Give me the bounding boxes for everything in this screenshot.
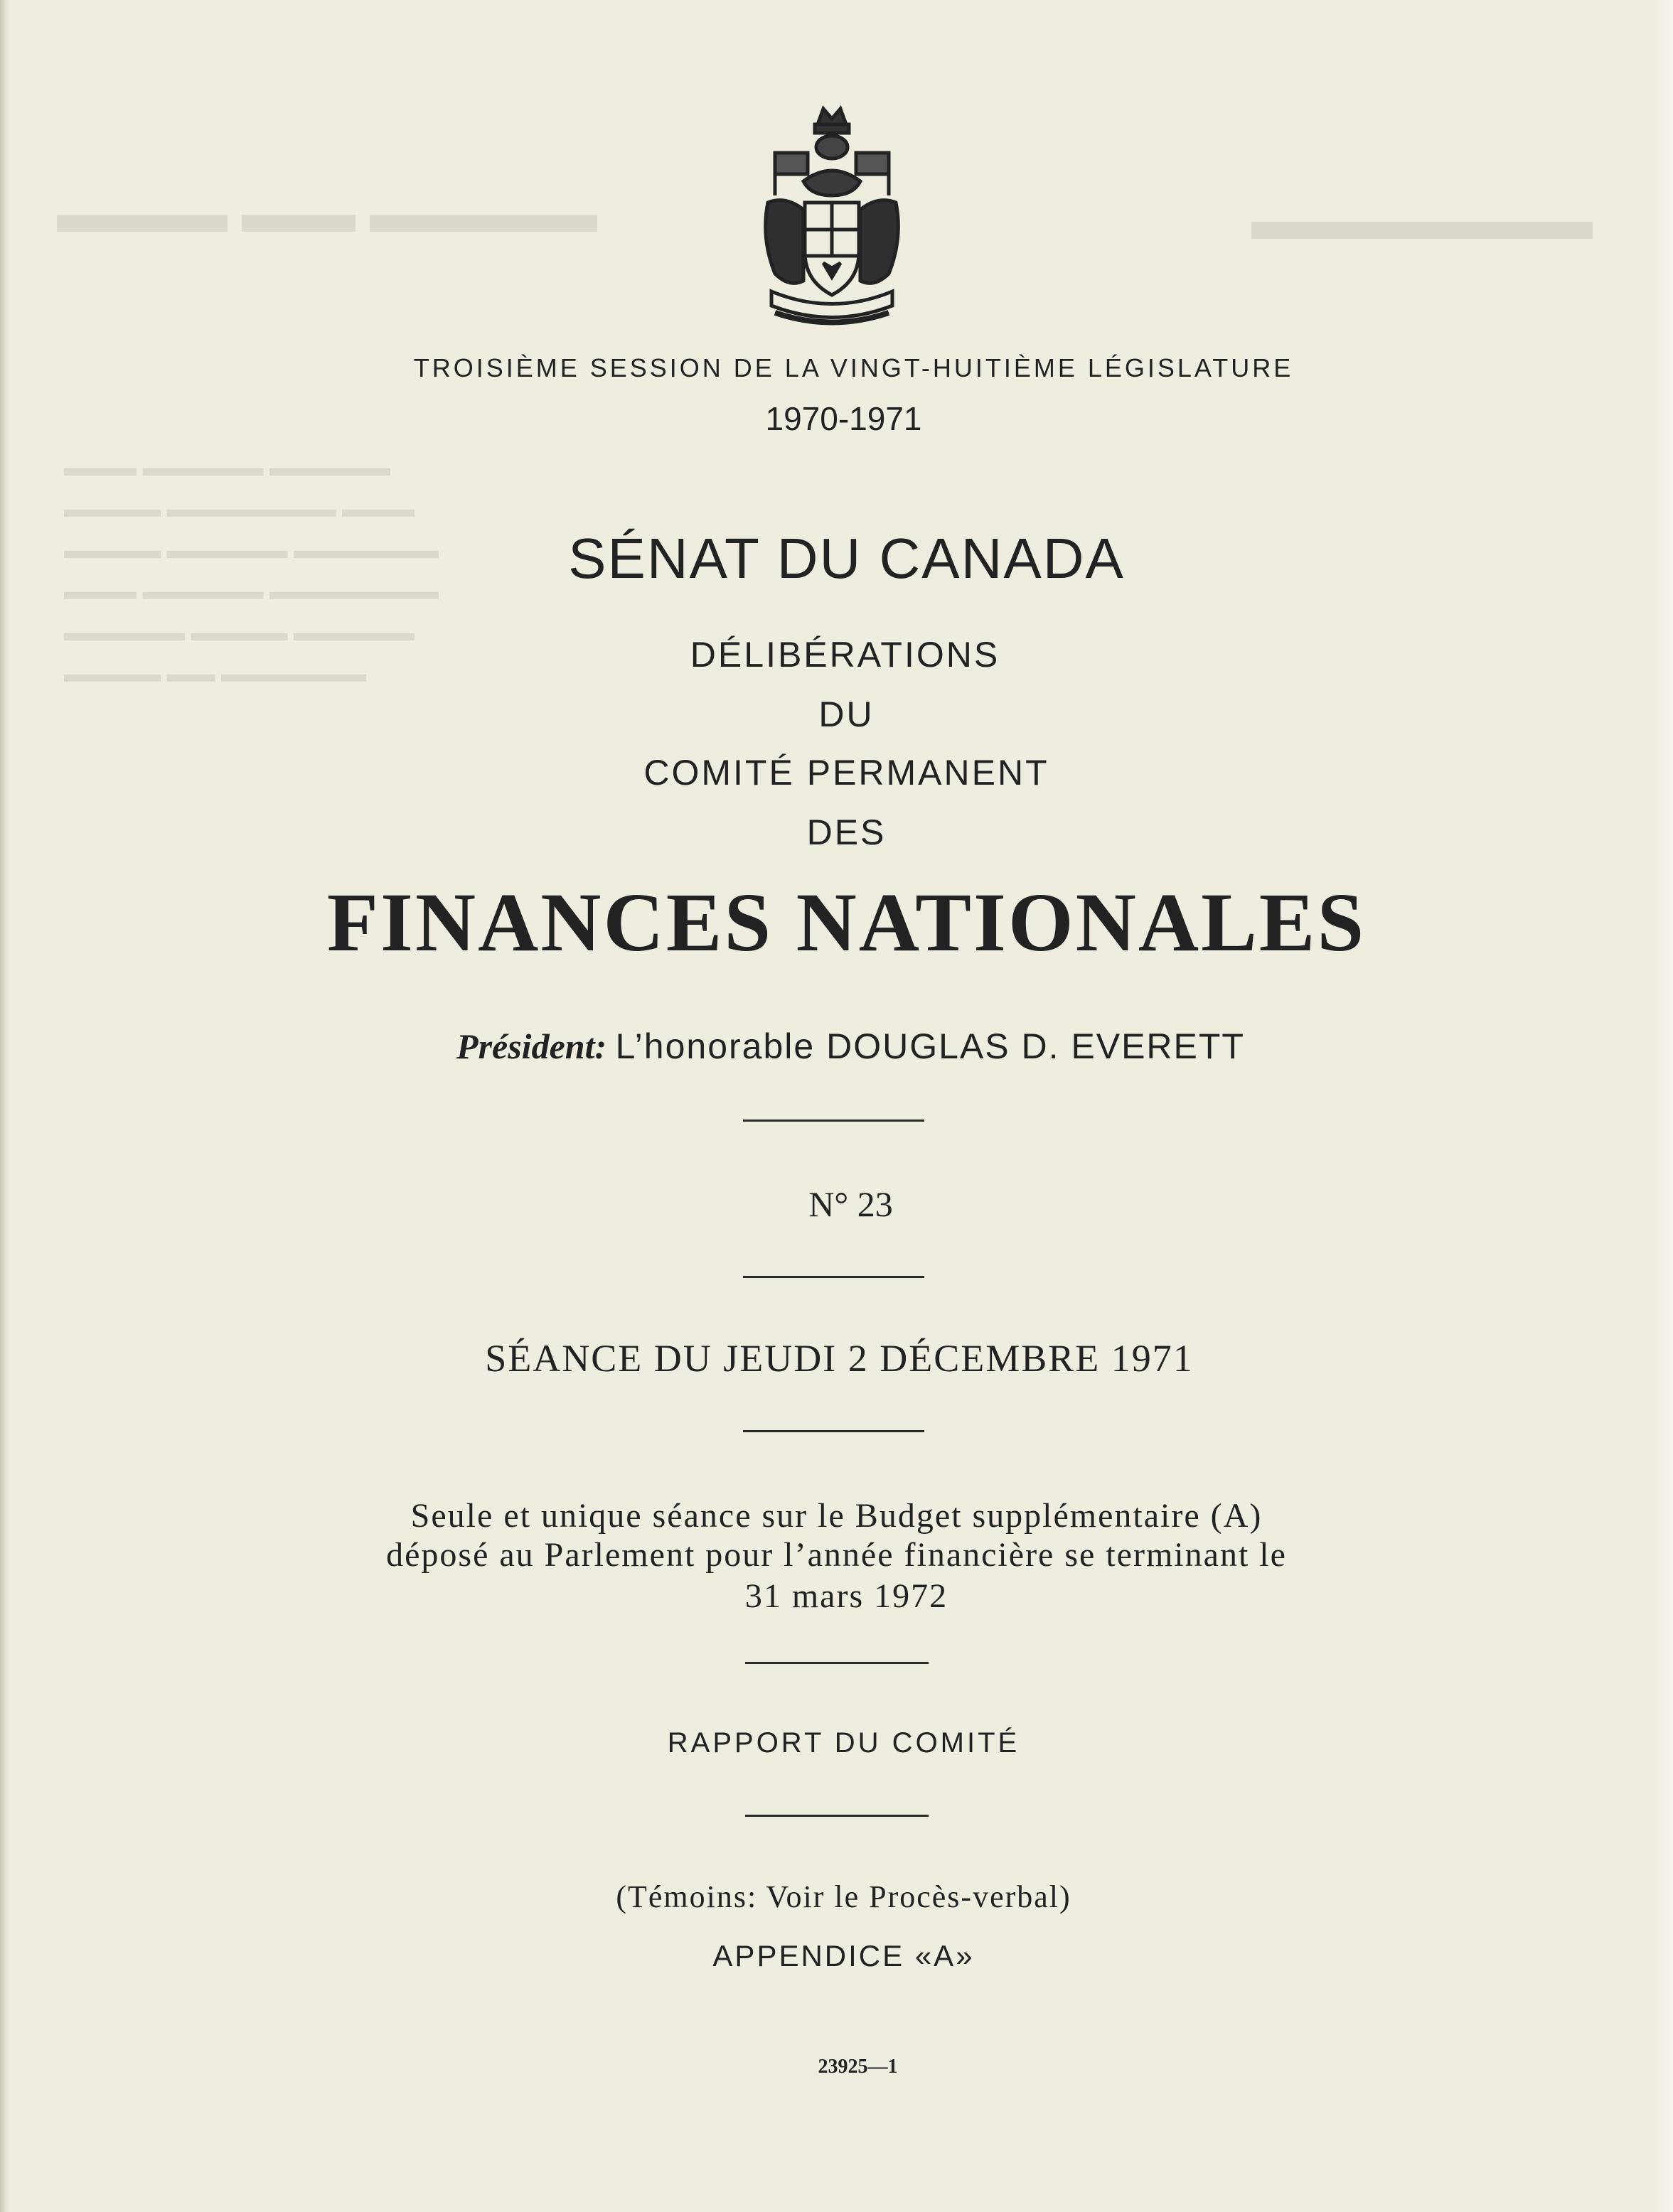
show-through-bleed: ▬▬▬ ▬▬▬▬▬ ▬▬▬▬▬ ▬▬▬▬ ▬▬▬▬▬▬▬ ▬▬▬ ▬▬▬▬ ▬▬▬▬▬ ▬▬▬▬▬▬ ▬▬▬ ▬▬▬▬▬ ▬▬▬▬▬▬▬ ▬▬▬▬▬ ▬▬▬▬ ▬▬▬▬▬ ▬▬▬▬ ▬▬ ▬▬▬▬▬▬: [64, 455, 439, 687]
divider-rule: [745, 1662, 929, 1664]
subject-line-2: déposé au Parlement pour l’année financière se terminant le: [386, 1536, 1287, 1574]
appendix-heading: APPENDICE «A»: [712, 1939, 975, 1972]
coat-of-arms-icon: [747, 103, 917, 331]
senate-title: SÉNAT DU CANADA: [568, 527, 1125, 590]
committee-name: FINANCES NATIONALES: [326, 876, 1367, 969]
divider-rule: [743, 1120, 924, 1122]
session-years: 1970-1971: [765, 400, 922, 437]
session-heading: TROISIÈME SESSION DE LA VINGT-HUITIÈME LÉGISLATURE: [413, 353, 1294, 382]
sitting-date: SÉANCE DU JEUDI 2 DÉCEMBRE 1971: [485, 1337, 1194, 1380]
committee-report-heading: RAPPORT DU COMITÉ: [667, 1727, 1020, 1759]
issue-number: N° 23: [808, 1184, 893, 1224]
deliberations-heading: DÉLIBÉRATIONS: [690, 635, 1000, 675]
committee-chair: [0, 1026, 1673, 1067]
subject-line-1: Seule et unique séance sur le Budget supplémentaire (A): [410, 1497, 1263, 1535]
committee-heading: COMITÉ PERMANENT: [643, 753, 1049, 793]
subject-line-3: 31 mars 1972: [744, 1577, 948, 1615]
show-through-bleed: ▬▬▬▬▬▬: [1251, 189, 1593, 252]
divider-rule: [743, 1430, 924, 1432]
chair-label: Président:: [456, 1026, 607, 1066]
des-heading: DES: [806, 812, 887, 852]
divider-rule: [743, 1276, 924, 1278]
chair-name: L’honorable DOUGLAS D. EVERETT: [615, 1026, 1245, 1066]
print-code: 23925—1: [818, 2056, 898, 2078]
divider-rule: [745, 1815, 929, 1817]
du-heading: DU: [818, 694, 875, 734]
show-through-bleed: ▬▬▬ ▬▬ ▬▬▬▬: [57, 182, 597, 245]
witnesses-note: (Témoins: Voir le Procès-verbal): [616, 1879, 1071, 1914]
